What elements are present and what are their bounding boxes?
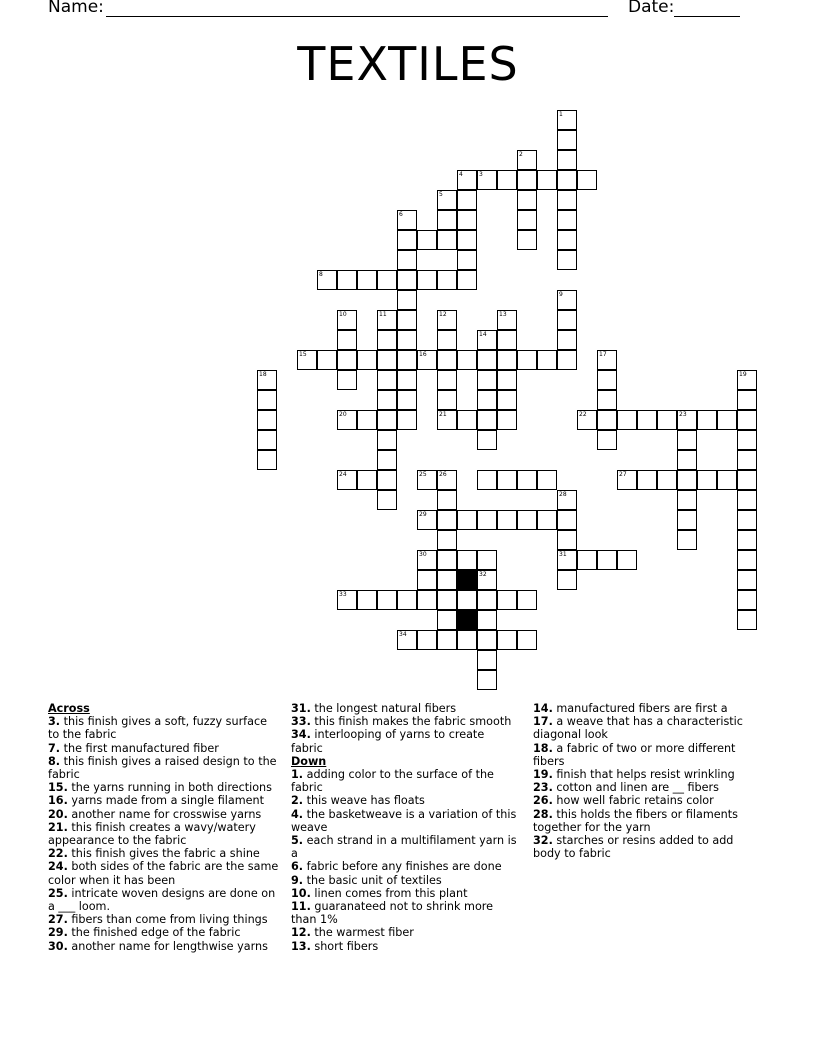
clue-text: another name for lengthwise yarns <box>67 939 268 953</box>
clue-text: another name for crosswise yarns <box>67 807 262 821</box>
grid-cell[interactable] <box>477 550 497 570</box>
clue-number: 10. <box>291 886 311 900</box>
grid-cell[interactable] <box>597 410 617 430</box>
grid-cell[interactable] <box>417 230 437 250</box>
grid-cell[interactable] <box>737 410 757 430</box>
grid-cell[interactable] <box>437 550 457 570</box>
clue-number: 33. <box>291 715 311 729</box>
clue-number: 7. <box>48 741 61 755</box>
grid-cell[interactable] <box>377 450 397 470</box>
grid-cell[interactable] <box>437 230 457 250</box>
across-clue <box>48 926 280 939</box>
grid-cell[interactable] <box>477 370 497 390</box>
grid-cell[interactable] <box>537 470 557 490</box>
clue-number-22: 22 <box>579 411 587 418</box>
clue-text: interlooping of yarns to create fabric <box>291 728 485 755</box>
grid-cell[interactable] <box>657 470 677 490</box>
grid-cell[interactable] <box>617 550 637 570</box>
clue-text: the first manufactured fiber <box>60 741 219 755</box>
grid-cell[interactable] <box>737 390 757 410</box>
grid-cell[interactable] <box>457 190 477 210</box>
date-label: Date: <box>628 0 675 17</box>
grid-cell[interactable] <box>557 310 577 330</box>
clue-number: 32. <box>533 834 553 848</box>
down-clue <box>533 702 761 715</box>
grid-cell[interactable] <box>357 590 377 610</box>
grid-cell[interactable] <box>437 510 457 530</box>
clue-number: 6. <box>291 860 304 874</box>
clue-text: this finish creates a wavy/watery appearance to the fabric <box>48 820 256 848</box>
grid-cell[interactable] <box>557 250 577 270</box>
grid-cell[interactable] <box>457 550 477 570</box>
grid-cell[interactable] <box>417 630 437 650</box>
grid-cell[interactable] <box>457 590 477 610</box>
across-clue <box>291 702 519 715</box>
grid-cell[interactable] <box>257 410 277 430</box>
clue-number-23: 23 <box>679 411 687 418</box>
clue-text: a weave that has a characteristic diagonal look <box>533 715 743 742</box>
clue-text: this finish gives a raised design to the fabric <box>48 754 277 782</box>
clue-text: intricate woven designs are done on a ___ loom. <box>48 886 276 914</box>
grid-cell[interactable] <box>617 410 637 430</box>
grid-cell[interactable] <box>597 550 617 570</box>
grid-cell[interactable] <box>477 670 497 690</box>
grid-cell[interactable] <box>337 270 357 290</box>
down-clue <box>533 768 761 781</box>
clue-number: 27. <box>48 913 68 927</box>
grid-cell[interactable] <box>737 550 757 570</box>
across-clue <box>48 781 280 794</box>
grid-cell[interactable] <box>557 150 577 170</box>
clue-number-19: 19 <box>739 371 747 378</box>
grid-cell[interactable] <box>457 270 477 290</box>
clue-text: this weave has floats <box>303 794 425 808</box>
grid-cell[interactable] <box>357 270 377 290</box>
clue-text: this finish gives the fabric a shine <box>67 847 260 861</box>
clue-text: fabric before any finishes are done <box>303 860 502 874</box>
across-clue <box>48 940 280 953</box>
clue-number-34: 34 <box>399 631 407 638</box>
down-clue <box>291 860 519 873</box>
grid-cell[interactable] <box>697 470 717 490</box>
down-clue <box>291 887 519 900</box>
grid-cell[interactable] <box>517 210 537 230</box>
grid-cell[interactable] <box>557 230 577 250</box>
grid-block <box>457 570 477 590</box>
clue-number: 25. <box>48 886 68 900</box>
clue-text: the warmest fiber <box>310 926 414 940</box>
clue-number-8: 8 <box>319 271 323 278</box>
down-clue <box>533 742 761 768</box>
grid-cell[interactable] <box>737 590 757 610</box>
clue-number: 17. <box>533 715 553 729</box>
grid-cell[interactable] <box>357 350 377 370</box>
grid-cell[interactable] <box>497 410 517 430</box>
clue-number-30: 30 <box>419 551 427 558</box>
clue-number: 5. <box>291 834 304 848</box>
clue-text: the finished edge of the fabric <box>67 926 241 940</box>
grid-cell[interactable] <box>557 330 577 350</box>
down-heading: Down <box>291 754 327 768</box>
clue-text: adding color to the surface of the fabric <box>291 768 494 795</box>
grid-cell[interactable] <box>557 210 577 230</box>
down-clue <box>291 900 519 926</box>
clue-text: this holds the fibers or filaments together for the yarn <box>533 807 738 834</box>
clue-column-1 <box>48 702 280 953</box>
grid-cell[interactable] <box>437 270 457 290</box>
grid-cell[interactable] <box>397 310 417 330</box>
grid-cell[interactable] <box>677 490 697 510</box>
clue-number-25: 25 <box>419 471 427 478</box>
grid-cell[interactable] <box>377 590 397 610</box>
grid-cell[interactable] <box>437 630 457 650</box>
clue-text: cotton and linen are __ fibers <box>552 781 719 795</box>
grid-cell[interactable] <box>597 390 617 410</box>
grid-cell[interactable] <box>437 570 457 590</box>
grid-cell[interactable] <box>377 330 397 350</box>
clue-number: 34. <box>291 728 311 742</box>
grid-cell[interactable] <box>357 410 377 430</box>
grid-cell[interactable] <box>557 130 577 150</box>
down-clue <box>291 940 519 953</box>
grid-cell[interactable] <box>397 410 417 430</box>
clue-text: short fibers <box>310 939 379 953</box>
grid-cell[interactable] <box>377 490 397 510</box>
grid-cell[interactable] <box>517 470 537 490</box>
grid-cell[interactable] <box>397 350 417 370</box>
clue-text: fibers than come from living things <box>67 913 268 927</box>
clue-text: linen comes from this plant <box>310 886 468 900</box>
down-clue <box>291 808 519 834</box>
clue-number: 12. <box>291 926 311 940</box>
clue-text: this finish makes the fabric smooth <box>310 715 512 729</box>
grid-cell[interactable] <box>437 370 457 390</box>
grid-cell[interactable] <box>477 510 497 530</box>
grid-cell[interactable] <box>517 190 537 210</box>
clue-number: 19. <box>533 768 553 782</box>
grid-cell[interactable] <box>377 410 397 430</box>
grid-cell[interactable] <box>357 470 377 490</box>
clue-number: 30. <box>48 939 68 953</box>
grid-cell[interactable] <box>497 630 517 650</box>
grid-cell[interactable] <box>457 410 477 430</box>
grid-cell[interactable] <box>517 230 537 250</box>
grid-cell[interactable] <box>737 510 757 530</box>
grid-cell[interactable] <box>477 430 497 450</box>
across-clue <box>48 808 280 821</box>
grid-cell[interactable] <box>477 650 497 670</box>
grid-cell[interactable] <box>337 350 357 370</box>
grid-cell[interactable] <box>457 630 477 650</box>
grid-cell[interactable] <box>557 190 577 210</box>
clue-number-26: 26 <box>439 471 447 478</box>
down-clue <box>533 834 761 860</box>
clue-number-10: 10 <box>339 311 347 318</box>
grid-cell[interactable] <box>517 170 537 190</box>
grid-cell[interactable] <box>397 270 417 290</box>
clue-number: 4. <box>291 807 304 821</box>
across-clue <box>48 715 280 741</box>
clue-number-17: 17 <box>599 351 607 358</box>
grid-cell[interactable] <box>557 510 577 530</box>
clue-number-1: 1 <box>559 111 563 118</box>
clue-number-33: 33 <box>339 591 347 598</box>
clue-number-20: 20 <box>339 411 347 418</box>
clue-number-14: 14 <box>479 331 487 338</box>
across-clue <box>48 742 280 755</box>
grid-cell[interactable] <box>577 170 597 190</box>
grid-cell[interactable] <box>337 330 357 350</box>
grid-cell[interactable] <box>737 430 757 450</box>
clue-number-21: 21 <box>439 411 447 418</box>
clue-number-32: 32 <box>479 571 487 578</box>
across-clue <box>48 755 280 781</box>
grid-cell[interactable] <box>337 370 357 390</box>
clue-number: 29. <box>48 926 68 940</box>
grid-cell[interactable] <box>517 590 537 610</box>
grid-cell[interactable] <box>497 510 517 530</box>
name-label: Name: <box>48 0 104 17</box>
clue-number: 23. <box>533 781 553 795</box>
grid-cell[interactable] <box>677 470 697 490</box>
grid-cell[interactable] <box>677 510 697 530</box>
grid-cell[interactable] <box>397 390 417 410</box>
clue-text: a fabric of two or more different fibers <box>533 741 736 768</box>
across-clue <box>48 860 280 886</box>
clue-number: 13. <box>291 939 311 953</box>
down-clue <box>291 834 519 860</box>
grid-cell[interactable] <box>537 170 557 190</box>
grid-cell[interactable] <box>537 510 557 530</box>
grid-cell[interactable] <box>497 170 517 190</box>
clue-number-28: 28 <box>559 491 567 498</box>
clue-number: 20. <box>48 807 68 821</box>
down-clue <box>291 926 519 939</box>
grid-cell[interactable] <box>737 610 757 630</box>
clue-text: starches or resins added to add body to fabric <box>533 834 734 861</box>
grid-cell[interactable] <box>257 430 277 450</box>
grid-cell[interactable] <box>637 470 657 490</box>
across-clue <box>48 794 280 807</box>
grid-cell[interactable] <box>377 370 397 390</box>
clue-number-4: 4 <box>459 171 463 178</box>
clue-number: 18. <box>533 741 553 755</box>
grid-cell[interactable] <box>577 550 597 570</box>
clue-number: 15. <box>48 781 68 795</box>
down-clue <box>533 781 761 794</box>
clue-text: each strand in a multifilament yarn is a <box>291 834 517 861</box>
grid-cell[interactable] <box>437 210 457 230</box>
grid-cell[interactable] <box>737 490 757 510</box>
grid-cell[interactable] <box>477 630 497 650</box>
grid-cell[interactable] <box>437 590 457 610</box>
grid-cell[interactable] <box>677 450 697 470</box>
clue-number: 14. <box>533 702 553 715</box>
clue-text: finish that helps resist wrinkling <box>552 768 735 782</box>
grid-cell[interactable] <box>657 410 677 430</box>
down-clue <box>291 768 519 794</box>
grid-cell[interactable] <box>457 250 477 270</box>
grid-cell[interactable] <box>377 390 397 410</box>
grid-cell[interactable] <box>417 570 437 590</box>
grid-cell[interactable] <box>477 610 497 630</box>
grid-cell[interactable] <box>457 510 477 530</box>
clue-text: both sides of the fabric are the same color when it has been <box>48 860 279 887</box>
grid-cell[interactable] <box>457 230 477 250</box>
grid-cell[interactable] <box>257 390 277 410</box>
grid-cell[interactable] <box>517 630 537 650</box>
grid-cell[interactable] <box>597 370 617 390</box>
down-clue <box>533 808 761 834</box>
down-clue <box>533 715 761 741</box>
clue-column-3 <box>533 702 761 860</box>
grid-cell[interactable] <box>397 330 417 350</box>
down-clue <box>533 794 761 807</box>
clue-number-27: 27 <box>619 471 627 478</box>
grid-cell[interactable] <box>717 470 737 490</box>
grid-cell[interactable] <box>597 430 617 450</box>
clue-number-31: 31 <box>559 551 567 558</box>
clue-number: 11. <box>291 900 311 914</box>
clue-number-18: 18 <box>259 371 267 378</box>
clue-number-11: 11 <box>379 311 387 318</box>
clue-number-5: 5 <box>439 191 443 198</box>
page-title: TEXTILES <box>297 37 519 91</box>
grid-cell[interactable] <box>257 450 277 470</box>
clue-number: 8. <box>48 754 61 768</box>
clue-number-3: 3 <box>479 171 483 178</box>
across-clue <box>48 887 280 913</box>
grid-cell[interactable] <box>417 270 437 290</box>
grid-cell[interactable] <box>737 530 757 550</box>
clue-number-2: 2 <box>519 151 523 158</box>
clue-number: 16. <box>48 794 68 808</box>
clue-number: 3. <box>48 715 61 729</box>
grid-cell[interactable] <box>477 470 497 490</box>
clue-number-15: 15 <box>299 351 307 358</box>
grid-cell[interactable] <box>517 510 537 530</box>
grid-cell[interactable] <box>497 330 517 350</box>
clue-number-12: 12 <box>439 311 447 318</box>
clue-number: 31. <box>291 702 311 715</box>
clue-number: 24. <box>48 860 68 874</box>
grid-cell[interactable] <box>677 530 697 550</box>
grid-cell[interactable] <box>417 590 437 610</box>
clue-number: 21. <box>48 820 68 834</box>
grid-cell[interactable] <box>677 430 697 450</box>
grid-cell[interactable] <box>317 350 337 370</box>
clue-number-13: 13 <box>499 311 507 318</box>
grid-cell[interactable] <box>477 410 497 430</box>
across-clue <box>48 847 280 860</box>
grid-cell[interactable] <box>497 390 517 410</box>
clue-number: 22. <box>48 847 68 861</box>
grid-cell[interactable] <box>377 470 397 490</box>
clue-text: the yarns running in both directions <box>67 781 272 795</box>
grid-cell[interactable] <box>397 290 417 310</box>
clue-number: 28. <box>533 807 553 821</box>
grid-cell[interactable] <box>557 530 577 550</box>
grid-cell[interactable] <box>497 590 517 610</box>
clue-text: the basic unit of textiles <box>303 873 442 887</box>
clue-number-29: 29 <box>419 511 427 518</box>
clue-number-9: 9 <box>559 291 563 298</box>
clue-number-24: 24 <box>339 471 347 478</box>
clue-text: guaranateed not to shrink more than 1% <box>291 900 494 927</box>
grid-cell[interactable] <box>477 390 497 410</box>
grid-cell[interactable] <box>457 210 477 230</box>
clue-text: yarns made from a single filament <box>67 794 264 808</box>
grid-cell[interactable] <box>697 410 717 430</box>
grid-cell[interactable] <box>377 270 397 290</box>
grid-cell[interactable] <box>497 350 517 370</box>
grid-cell[interactable] <box>377 350 397 370</box>
grid-cell[interactable] <box>737 450 757 470</box>
clue-text: manufactured fibers are first a <box>552 702 728 715</box>
grid-cell[interactable] <box>397 230 417 250</box>
grid-cell[interactable] <box>537 350 557 370</box>
clue-text: how well fabric retains color <box>552 794 714 808</box>
clue-text: this finish gives a soft, fuzzy surface to the fabric <box>48 715 268 742</box>
clue-number: 26. <box>533 794 553 808</box>
clue-number: 1. <box>291 768 304 782</box>
down-clue <box>291 794 519 807</box>
clue-column-2 <box>291 702 519 953</box>
grid-cell[interactable] <box>437 530 457 550</box>
grid-cell[interactable] <box>557 350 577 370</box>
grid-cell[interactable] <box>437 350 457 370</box>
grid-cell[interactable] <box>457 350 477 370</box>
grid-block <box>457 610 477 630</box>
grid-cell[interactable] <box>477 590 497 610</box>
across-clue <box>291 728 519 754</box>
clue-text: the basketweave is a variation of this weave <box>291 807 517 834</box>
clue-number-6: 6 <box>399 211 403 218</box>
clue-number-16: 16 <box>419 351 427 358</box>
grid-cell[interactable] <box>397 590 417 610</box>
across-heading: Across <box>48 702 90 715</box>
grid-cell[interactable] <box>497 370 517 390</box>
grid-cell[interactable] <box>477 350 497 370</box>
grid-cell[interactable] <box>557 170 577 190</box>
grid-cell[interactable] <box>397 370 417 390</box>
grid-cell[interactable] <box>437 330 457 350</box>
grid-cell[interactable] <box>737 570 757 590</box>
across-clue <box>48 913 280 926</box>
grid-cell[interactable] <box>397 250 417 270</box>
across-clue <box>291 715 519 728</box>
grid-cell[interactable] <box>437 610 457 630</box>
clue-text: the longest natural fibers <box>310 702 457 715</box>
clue-number: 9. <box>291 873 304 887</box>
clue-number: 2. <box>291 794 304 808</box>
grid-cell[interactable] <box>637 410 657 430</box>
grid-cell[interactable] <box>737 470 757 490</box>
grid-cell[interactable] <box>497 470 517 490</box>
across-clue <box>48 821 280 847</box>
grid-cell[interactable] <box>377 430 397 450</box>
grid-cell[interactable] <box>557 570 577 590</box>
grid-cell[interactable] <box>517 350 537 370</box>
grid-cell[interactable] <box>437 490 457 510</box>
grid-cell[interactable] <box>717 410 737 430</box>
down-clue <box>291 874 519 887</box>
grid-cell[interactable] <box>437 390 457 410</box>
